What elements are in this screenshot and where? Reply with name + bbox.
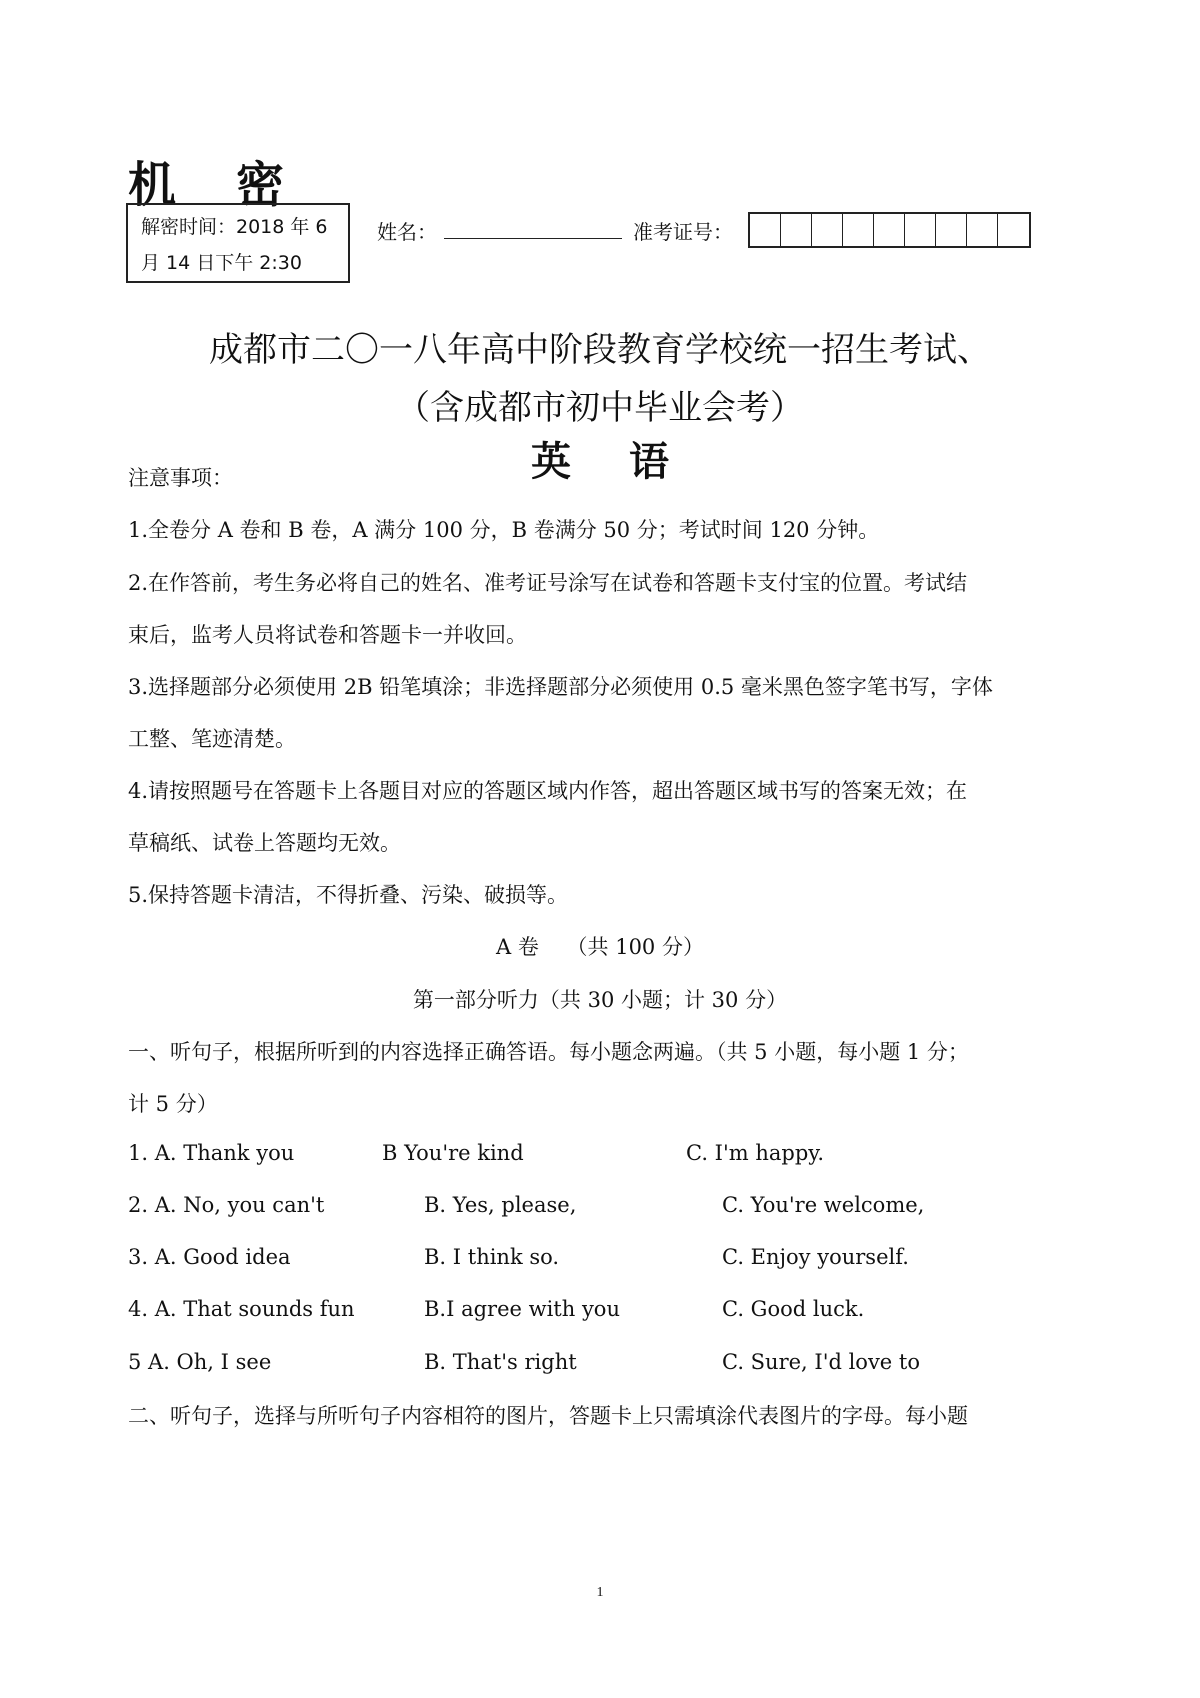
page-number: 1 <box>596 1585 604 1600</box>
question-5-option-b: B. That's right <box>424 1350 577 1374</box>
question-1-option-c: C. I'm happy. <box>686 1141 825 1165</box>
note-line: 5.保持答题卡清洁，不得折叠、污染、破损等。 <box>128 883 569 907</box>
question-4-option-c: C. Good luck. <box>722 1297 865 1321</box>
name-label: 姓名： <box>377 220 437 244</box>
note-line: 工整、笔迹清楚。 <box>128 727 296 751</box>
instruction-two: 二、听句子，选择与所听句子内容相符的图片，答题卡上只需填涂代表图片的字母。每小题 <box>128 1404 968 1428</box>
question-1-option-a: 1. A. Thank you <box>128 1141 295 1165</box>
exam-id-label: 准考证号： <box>633 220 733 244</box>
name-blank-line[interactable] <box>444 238 622 239</box>
declassification-time-text: 解密时间：2018 年 6 月 14 日下午 2:30 <box>141 216 328 274</box>
exam-id-box[interactable] <box>874 214 905 246</box>
instruction-one-line1: 一、听句子，根据所听到的内容选择正确答语。每小题念两遍。（共 5 小题，每小题 1 分； <box>128 1040 969 1064</box>
exam-id-box[interactable] <box>781 214 812 246</box>
declassification-time-box <box>126 203 350 283</box>
question-5-option-c: C. Sure, I'd love to <box>722 1350 920 1374</box>
note-line: 1.全卷分 A 卷和 B 卷，A 满分 100 分，B 卷满分 50 分；考试时间 120 分钟。 <box>128 518 880 542</box>
exam-id-box[interactable] <box>905 214 936 246</box>
question-4-option-b: B.I agree with you <box>424 1297 620 1321</box>
exam-id-box[interactable] <box>936 214 967 246</box>
question-5-option-a: 5 A. Oh, I see <box>128 1350 272 1374</box>
question-3-option-c: C. Enjoy yourself. <box>722 1245 909 1269</box>
secret-char-1: 机 <box>128 157 179 213</box>
secret-char-2: 密 <box>236 157 287 213</box>
exam-title: 成都市二〇一八年高中阶段教育学校统一招生考试、 <box>209 330 991 370</box>
exam-id-box[interactable] <box>812 214 843 246</box>
question-3-option-a: 3. A. Good idea <box>128 1245 291 1269</box>
question-2-option-b: B. Yes, please, <box>424 1193 577 1217</box>
paper-a-heading: A 卷 （共 100 分） <box>496 935 704 959</box>
note-line: 3.选择题部分必须使用 2B 铅笔填涂；非选择题部分必须使用 0.5 毫米黑色签字笔书写，字体 <box>128 675 993 699</box>
notes-heading: 注意事项： <box>128 466 233 490</box>
instruction-one-line2: 计 5 分） <box>128 1092 218 1116</box>
note-line: 2.在作答前，考生务必将自己的姓名、准考证号涂写在试卷和答题卡支付宝的位置。考试结 <box>128 571 968 595</box>
part-one-heading: 第一部分听力（共 30 小题；计 30 分） <box>412 988 788 1012</box>
exam-id-box[interactable] <box>967 214 998 246</box>
subject-char-1: 英 <box>531 438 571 485</box>
exam-id-box[interactable] <box>998 214 1029 246</box>
question-2-option-a: 2. A. No, you can't <box>128 1193 325 1217</box>
exam-subtitle: （含成都市初中毕业会考） <box>396 388 804 428</box>
note-line: 束后，监考人员将试卷和答题卡一并收回。 <box>128 623 527 647</box>
exam-id-boxes[interactable] <box>748 212 1031 248</box>
question-3-option-b: B. I think so. <box>424 1245 560 1269</box>
question-1-option-b: B You're kind <box>382 1141 524 1165</box>
question-2-option-c: C. You're welcome, <box>722 1193 925 1217</box>
question-4-option-a: 4. A. That sounds fun <box>128 1297 355 1321</box>
exam-id-box[interactable] <box>750 214 781 246</box>
subject-char-2: 语 <box>629 438 669 485</box>
note-line: 草稿纸、试卷上答题均无效。 <box>128 831 401 855</box>
exam-id-box[interactable] <box>843 214 874 246</box>
note-line: 4.请按照题号在答题卡上各题目对应的答题区域内作答，超出答题区域书写的答案无效；在 <box>128 779 968 803</box>
